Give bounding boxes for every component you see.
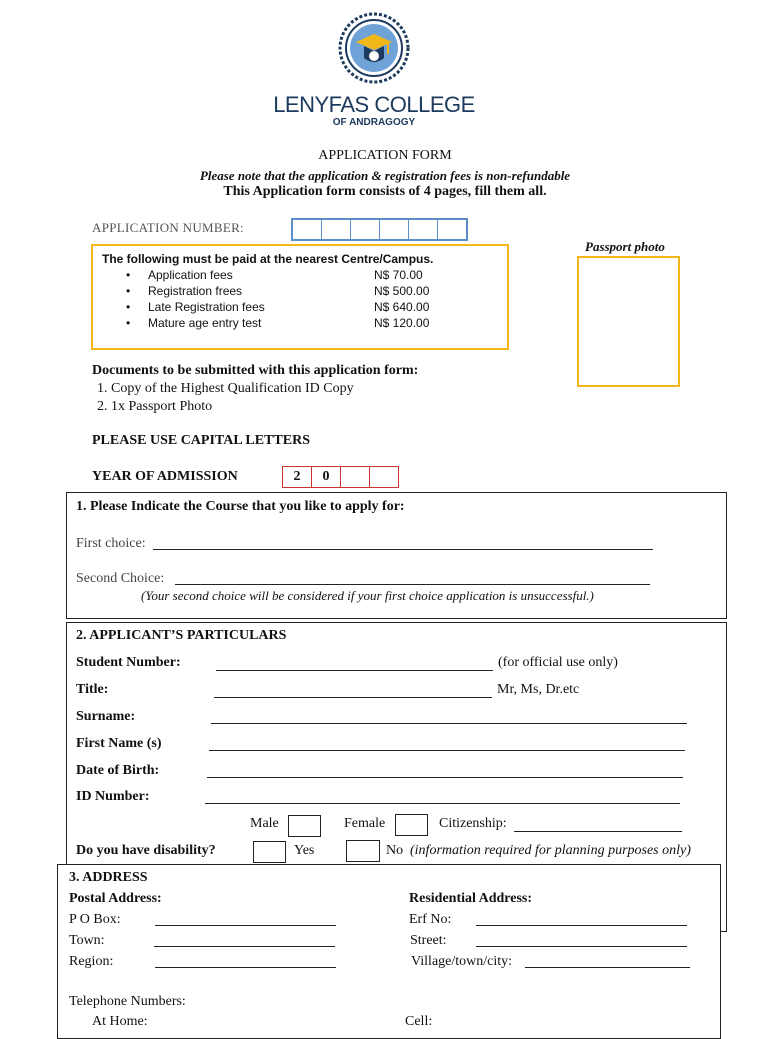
bullet-icon: • (126, 300, 131, 314)
town-label: Town: (69, 933, 105, 948)
surname-label: Surname: (76, 709, 136, 724)
college-crest-icon (338, 12, 410, 84)
male-label: Male (250, 816, 279, 831)
fee-label: Late Registration fees (148, 300, 265, 314)
id-number-label: ID Number: (76, 789, 150, 804)
disability-no-checkbox[interactable] (346, 840, 380, 862)
year-digit[interactable]: 0 (312, 467, 341, 487)
second-choice-label: Second Choice: (76, 571, 165, 586)
cell-label: Cell: (405, 1014, 433, 1029)
postal-address-heading: Postal Address: (69, 891, 162, 906)
second-choice-input[interactable] (175, 584, 650, 585)
college-subtitle: OF ANDRAGOGY (332, 117, 416, 128)
documents-title: Documents to be submitted with this application form: (92, 363, 419, 378)
title-input[interactable] (214, 697, 492, 698)
fee-amount: N$ 70.00 (374, 268, 423, 282)
citizenship-input[interactable] (514, 831, 682, 832)
fee-label: Mature age entry test (148, 316, 262, 330)
dob-input[interactable] (207, 777, 683, 778)
college-name (250, 92, 498, 128)
citizenship-label: Citizenship: (439, 816, 507, 831)
application-number-label: APPLICATION NUMBER: (92, 220, 244, 235)
erf-input[interactable] (476, 925, 687, 926)
particulars-heading: 2. APPLICANT’S PARTICULARS (76, 628, 287, 643)
no-label: No (386, 843, 404, 858)
college-name-light: COLLEGE (374, 92, 475, 117)
telephone-label: Telephone Numbers: (69, 994, 186, 1009)
surname-input[interactable] (211, 723, 687, 724)
first-choice-label: First choice: (76, 536, 146, 551)
bullet-icon: • (126, 284, 131, 298)
capitals-note: PLEASE USE CAPITAL LETTERS (92, 433, 310, 448)
app-number-cell[interactable] (322, 220, 351, 239)
yes-label: Yes (294, 843, 315, 858)
village-label: Village/town/city: (411, 954, 513, 969)
pages-note: This Application form consists of 4 pages, fill them all. (223, 184, 547, 199)
street-label: Street: (410, 933, 447, 948)
passport-label: Passport photo (585, 239, 665, 254)
erf-label: Erf No: (409, 912, 452, 927)
region-label: Region: (69, 954, 114, 969)
year-of-admission-boxes[interactable] (282, 466, 399, 488)
fees-title: The following must be paid at the nearest Centre/Campus. (102, 252, 434, 266)
male-checkbox[interactable] (288, 815, 321, 837)
year-of-admission-label: YEAR OF ADMISSION (92, 469, 238, 484)
id-number-input[interactable] (205, 803, 680, 804)
fee-amount: N$ 120.00 (374, 316, 430, 330)
at-home-label: At Home: (92, 1014, 148, 1029)
app-number-cell[interactable] (438, 220, 466, 239)
disability-label: Do you have disability? (76, 843, 216, 858)
first-name-input[interactable] (209, 750, 685, 751)
year-digit[interactable] (341, 467, 370, 487)
fee-amount: N$ 640.00 (374, 300, 430, 314)
bullet-icon: • (126, 316, 131, 330)
residential-address-heading: Residential Address: (409, 891, 533, 906)
town-input[interactable] (154, 946, 335, 947)
passport-photo-box[interactable] (577, 256, 680, 387)
first-name-label: First Name (s) (76, 736, 162, 751)
app-number-cell[interactable] (351, 220, 380, 239)
app-number-cell[interactable] (293, 220, 322, 239)
street-input[interactable] (476, 946, 687, 947)
document-item: 1. Copy of the Highest Qualification ID Copy (97, 381, 354, 396)
address-heading: 3. ADDRESS (69, 870, 148, 885)
disability-note: (information required for planning purposes only) (410, 843, 691, 858)
student-number-hint: (for official use only) (498, 655, 618, 670)
app-number-cell[interactable] (380, 220, 409, 239)
fee-label: Registration frees (148, 284, 243, 298)
disability-yes-checkbox[interactable] (253, 841, 286, 863)
fee-label: Application fees (148, 268, 233, 282)
region-input[interactable] (155, 967, 336, 968)
po-box-label: P O Box: (69, 912, 121, 927)
village-input[interactable] (525, 967, 690, 968)
title-label: Title: (76, 682, 109, 697)
year-digit[interactable]: 2 (283, 467, 312, 487)
fee-amount: N$ 500.00 (374, 284, 430, 298)
student-number-label: Student Number: (76, 655, 181, 670)
year-digit[interactable] (370, 467, 398, 487)
course-heading: 1. Please Indicate the Course that you like to apply for: (76, 499, 405, 514)
female-label: Female (344, 816, 386, 831)
fee-note: Please note that the application & registration fees is non-refundable (199, 168, 571, 183)
po-box-input[interactable] (155, 925, 336, 926)
college-name-bold: LENYFAS (273, 92, 369, 117)
student-number-input[interactable] (216, 670, 493, 671)
female-checkbox[interactable] (395, 814, 428, 836)
document-item: 2. 1x Passport Photo (97, 399, 213, 414)
application-number-boxes[interactable] (291, 218, 468, 241)
dob-label: Date of Birth: (76, 763, 160, 778)
bullet-icon: • (126, 268, 131, 282)
app-number-cell[interactable] (409, 220, 438, 239)
form-title: APPLICATION FORM (318, 148, 452, 163)
second-choice-note: (Your second choice will be considered if your first choice application is unsuccessful.) (141, 588, 594, 603)
first-choice-input[interactable] (153, 549, 653, 550)
title-hint: Mr, Ms, Dr.etc (497, 682, 580, 697)
